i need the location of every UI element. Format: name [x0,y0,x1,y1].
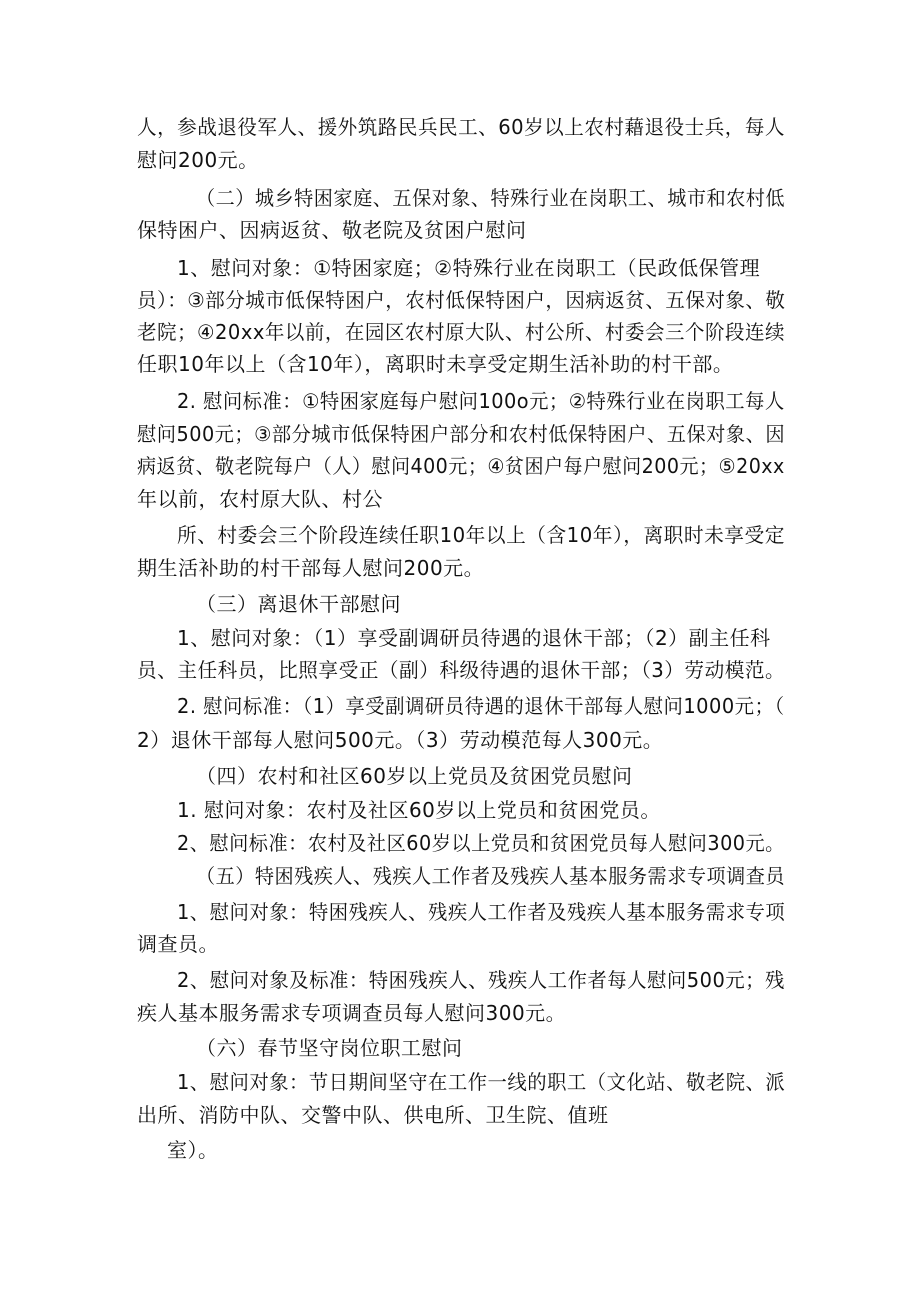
section-heading: （二）城乡特困家庭、五保对象、特殊行业在岗职工、城市和农村低 [196,186,785,210]
section-heading: （六）春节坚守岗位职工慰问 [196,1036,463,1060]
body-text-line: 期生活补助的村干部每人慰问200元。 [137,556,485,580]
body-text-line: 1、慰问对象：①特困家庭；②特殊行业在岗职工（民政低保管理 [177,256,761,280]
body-text-line: 员、主任科员，比照享受正（副）科级待遇的退休干部；（3）劳动模范。 [137,658,786,682]
body-text-line: 出所、消防中队、交警中队、供电所、卫生院、值班 [137,1103,609,1127]
body-text-line: 所、村委会三个阶段连续任职10年以上（含10年），离职时未享受定 [177,523,785,547]
body-text-line: 慰问200元。 [137,148,259,172]
body-text-line: 任职10年以上（含10年），离职时未享受定期生活补助的村干部。 [137,352,734,376]
section-heading: （五）特困残疾人、残疾人工作者及残疾人基本服务需求专项调查员 [196,864,785,888]
body-text-line: 2. 慰问标准：（1）享受副调研员待遇的退休干部每人慰问1000元；（ [177,694,785,718]
body-text-line: 1. 慰问对象：农村及社区60岁以上党员和贫困党员。 [177,798,661,822]
body-text-line: 慰问500元；③部分城市低保特困户部分和农村低保特困户、五保对象、因 [137,422,786,446]
body-text-line: 2、慰问对象及标准：特困残疾人、残疾人工作者每人慰问500元；残 [177,968,785,992]
body-text-line: 2）退休干部每人慰问500元。（3）劳动模范每人300元。 [137,728,664,752]
body-text-line: 调查员。 [137,932,219,956]
body-text-line: 1、慰问对象：节日期间坚守在工作一线的职工（文化站、敬老院、派 [177,1070,786,1094]
body-text-line: 员）：③部分城市低保特困户，农村低保特困户，因病返贫、五保对象、敬 [137,288,786,312]
section-heading: （四）农村和社区60岁以上党员及贫困党员慰问 [196,764,633,788]
section-heading: （三）离退休干部慰问 [196,592,401,616]
body-text-line: 病返贫、敬老院每户（人）慰问400元；④贫困户每户慰问200元；⑤20xx [137,454,785,478]
body-text-line: 疾人基本服务需求专项调查员每人慰问300元。 [137,1001,567,1025]
body-text-line: 年以前，农村原大队、村公 [137,487,383,511]
body-text-line: 人，参战退役军人、援外筑路民兵民工、60岁以上农村藉退役士兵，每人 [137,115,785,139]
body-text-line: 2. 慰问标准：①特困家庭每户慰问100o元；②特殊行业在岗职工每人 [177,389,785,413]
body-text-line: 1、慰问对象：特困残疾人、残疾人工作者及残疾人基本服务需求专项 [177,900,786,924]
body-text-line: 老院；④20xx年以前，在园区农村原大队、村公所、村委会三个阶段连续 [137,320,786,344]
section-heading: 保特困户、因病返贫、敬老院及贫困户慰问 [137,218,527,242]
body-text-line: 室）。 [167,1138,219,1162]
body-text-line: 2、慰问标准：农村及社区60岁以上党员和贫困党员每人慰问300元。 [177,831,785,855]
body-text-line: 1、慰问对象：（1）享受副调研员待遇的退休干部；（2）副主任科 [177,626,771,650]
